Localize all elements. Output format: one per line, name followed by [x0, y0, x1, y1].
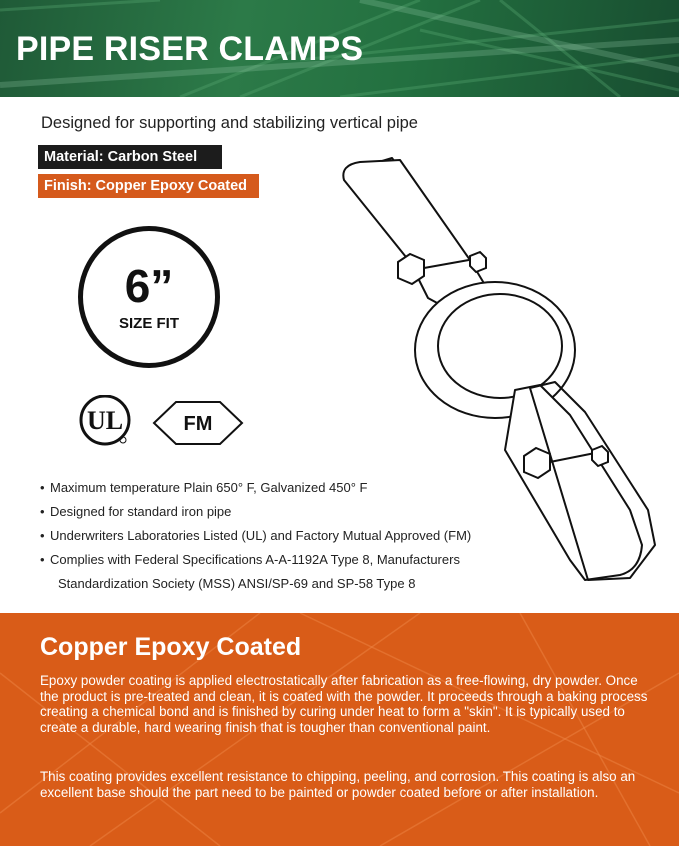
material-tag: Material: Carbon Steel [38, 145, 222, 169]
fm-logo-text: FM [183, 413, 213, 435]
feature-item: • Maximum temperature Plain 650° F, Galvanized 450° F [40, 476, 471, 500]
feature-item-line1: Complies with Federal Specifications A-A-1192A Type 8, Manufacturers [50, 552, 460, 567]
coating-info-section [0, 613, 679, 846]
ul-listed-logo [78, 395, 134, 447]
header-banner [0, 0, 679, 97]
coating-description-2: This coating provides excellent resistance to chipping, peeling, and corrosion. This coating is also an excellent base should the part need to be painted or powder coated before or after installation. [40, 769, 636, 800]
feature-item-line2: Standardization Society (MSS) ANSI/SP-69 and SP-58 Type 8 [58, 576, 416, 591]
coating-title: Copper Epoxy Coated [40, 633, 302, 661]
coating-description-1: Epoxy powder coating is applied electrostatically after fabrication as a free-flowing, dry powder. Once the product is pre-treated and clean, it is coated with the powder. It proceeds through a baking process creating a chemical bond and is finished by curing under heat to form a "skin". It is typically used to create a durable, hard wearing finish that is tougher than conventional paint. [40, 673, 648, 735]
finish-tag: Finish: Copper Epoxy Coated [38, 174, 259, 198]
ul-logo-text: UL [86, 406, 124, 435]
feature-item [40, 548, 471, 596]
size-label: SIZE FIT [119, 315, 179, 332]
size-fit-badge [78, 226, 220, 368]
fm-approved-logo [152, 400, 244, 446]
product-subtitle: Designed for supporting and stabilizing vertical pipe [41, 114, 418, 132]
feature-list [40, 476, 471, 596]
page-title: PIPE RISER CLAMPS [16, 30, 364, 68]
feature-item: • Designed for standard iron pipe [40, 500, 471, 524]
feature-item: • Underwriters Laboratories Listed (UL) and Factory Mutual Approved (FM) [40, 524, 471, 548]
size-value: 6” [124, 260, 174, 312]
